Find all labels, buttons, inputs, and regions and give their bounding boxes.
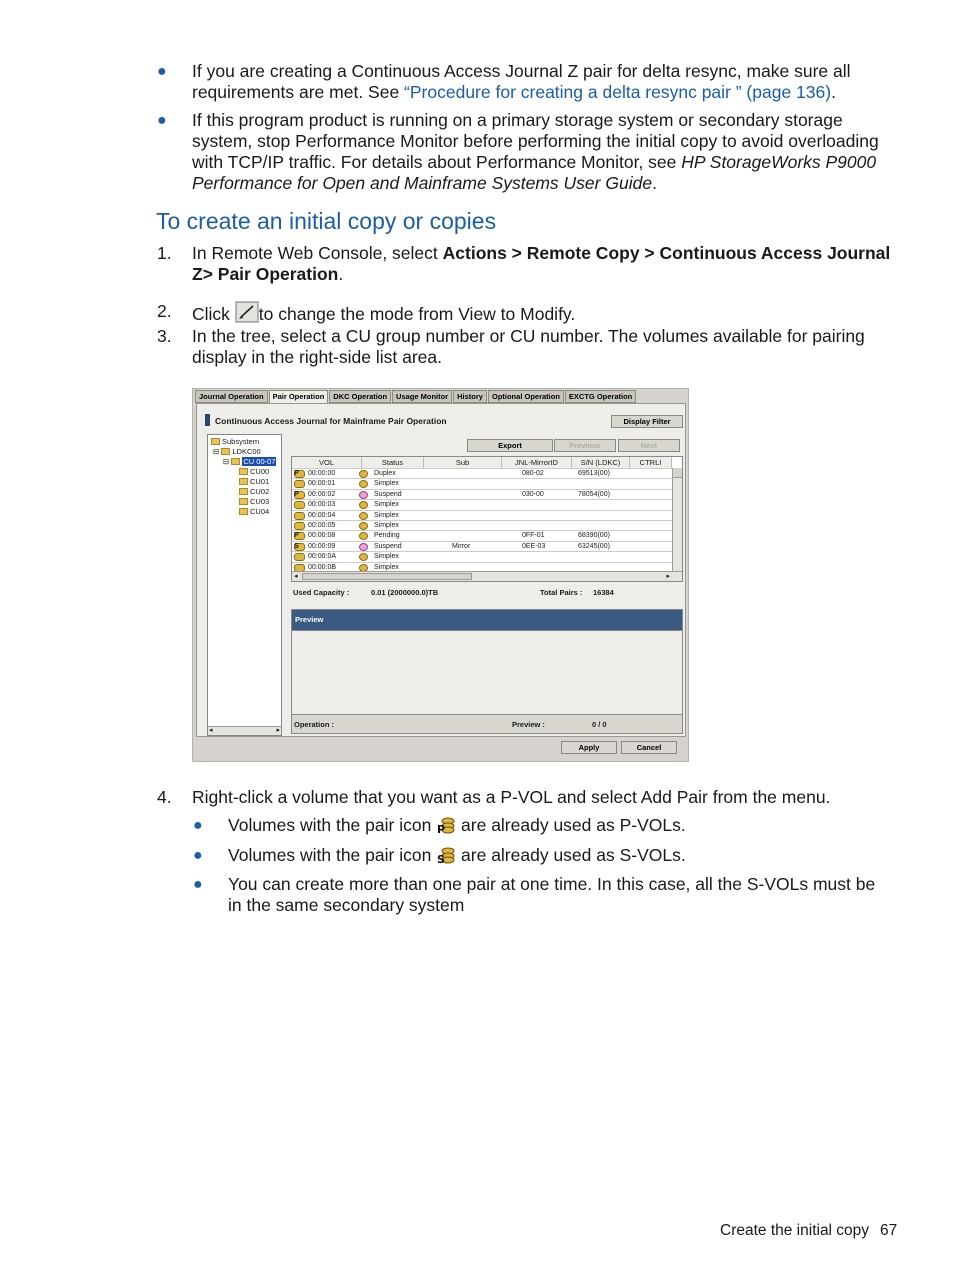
scroll-thumb[interactable]	[302, 573, 472, 580]
preview-count-label: Preview :	[512, 720, 545, 729]
tab-dkc-operation[interactable]: DKC Operation	[329, 390, 391, 403]
cell-status: Duplex	[374, 470, 396, 477]
tree-node-ldkc[interactable]: ⊟ LDKC00	[213, 447, 261, 456]
folder-icon	[239, 468, 248, 475]
tree-node-label: Subsystem	[222, 437, 260, 446]
tree-node-label: CU02	[250, 487, 270, 496]
footer-section-title: Create the initial copy	[720, 1222, 870, 1239]
step-text: to change the mode from View to Modify.	[258, 304, 576, 324]
cell-vol: 00:00:03	[308, 501, 336, 509]
pvol-pair-icon	[436, 816, 456, 839]
bullet-text: Volumes with the pair icon	[228, 815, 437, 835]
preview-pane	[291, 609, 683, 734]
step-body	[192, 301, 897, 328]
step-text: .	[338, 264, 344, 284]
tab-pair-operation[interactable]: Pair Operation	[269, 390, 329, 404]
bullet-body	[228, 815, 888, 839]
modify-mode-icon	[235, 301, 259, 328]
tree-node-label: CU 00-07	[243, 457, 276, 466]
folder-icon	[239, 508, 248, 515]
cell-status: Suspend	[374, 542, 402, 550]
delta-resync-link[interactable]: “Procedure for creating a delta resync pair ” (page 136)	[404, 82, 832, 102]
scroll-thumb[interactable]	[673, 468, 682, 478]
cell-vol: 00:00:0A	[308, 553, 337, 561]
table-row[interactable]: P 00:00:02 Suspend 030-00 78054(00)	[292, 489, 672, 499]
cell-status: Suspend	[374, 490, 402, 498]
apply-button[interactable]: Apply	[561, 741, 617, 754]
cu-tree[interactable]	[207, 434, 282, 736]
menu-path: Actions > Remote Copy > Continuous Access Journal Z> Pair Operation	[192, 243, 891, 284]
tab-history[interactable]: History	[453, 390, 487, 403]
cell-status: Simplex	[374, 522, 399, 529]
display-filter-button[interactable]: Display Filter	[611, 415, 683, 428]
guide-title: HP StorageWorks P9000 Performance for Open and Mainframe Systems User Guide	[192, 152, 877, 193]
bullet-tail: .	[652, 173, 657, 193]
cell-sn: 63245(00)	[578, 542, 610, 550]
scroll-right-icon[interactable]: ▸	[666, 573, 670, 580]
used-capacity-value: 0.01 (2000000.0)TB	[371, 588, 439, 597]
cell-vol: 00:00:08	[308, 532, 336, 540]
step-body: Right-click a volume that you want as a P-VOL and select Add Pair from the menu.	[192, 787, 831, 807]
step-number: 4.	[157, 787, 172, 807]
tree-node-label: CU03	[250, 497, 270, 506]
bullet-body	[192, 61, 897, 103]
step-number: 3.	[157, 326, 172, 346]
cell-sn: 68390(00)	[578, 532, 610, 540]
export-button[interactable]: Export	[467, 439, 553, 452]
svg-text:S: S	[437, 853, 446, 864]
tree-node-cu01[interactable]	[239, 477, 269, 486]
bullet-body: You can create more than one pair at one time. In this case, all the S-VOLs must be in the same secondary system	[228, 874, 876, 915]
bullet-text: Volumes with the pair icon	[228, 845, 437, 865]
tree-node-label: CU04	[250, 507, 270, 516]
bullet-text: are already used as P-VOLs.	[456, 815, 686, 835]
bullet-body	[192, 110, 902, 194]
volume-list[interactable]	[291, 456, 683, 582]
cancel-button[interactable]: Cancel	[621, 741, 677, 754]
tab-journal-operation[interactable]: Journal Operation	[195, 390, 268, 403]
preview-header: Preview	[292, 610, 682, 630]
tree-node-cu00[interactable]	[239, 467, 269, 476]
table-row[interactable]: P 00:00:08 Pending 0FF-01 68390(00)	[292, 530, 672, 540]
col-sn-ldkc[interactable]: S/N (LDKC)	[572, 457, 630, 468]
tree-node-cu04[interactable]	[239, 507, 269, 516]
tree-node-label: LDKC00	[232, 447, 261, 456]
step-text: In Remote Web Console, select	[192, 243, 443, 263]
tree-node-cu02[interactable]	[239, 487, 269, 496]
svg-text:P: P	[437, 823, 446, 834]
next-button[interactable]: Next	[618, 439, 680, 452]
total-pairs-value: 16384	[593, 588, 614, 597]
cell-jnl: 080-02	[522, 470, 544, 477]
folder-icon	[239, 478, 248, 485]
col-jnl-mirrorid[interactable]: JNL-MirrorID	[502, 457, 572, 468]
total-pairs-label: Total Pairs :	[540, 588, 583, 597]
horizontal-scrollbar[interactable]	[292, 571, 682, 581]
table-row[interactable]	[292, 510, 672, 520]
col-status[interactable]: Status	[362, 457, 424, 468]
bullet-dot: ●	[193, 847, 203, 864]
table-row[interactable]	[292, 551, 672, 561]
cell-sub: Mirror	[452, 542, 471, 550]
panel-title: Continuous Access Journal for Mainframe Pair Operation	[205, 414, 447, 426]
table-row[interactable]	[292, 520, 672, 530]
tree-horizontal-scrollbar[interactable]	[208, 726, 281, 735]
scroll-right-icon[interactable]: ▸	[276, 727, 280, 734]
operation-label: Operation :	[294, 720, 335, 729]
step-number: 1.	[157, 243, 172, 263]
scroll-left-icon[interactable]: ◂	[294, 573, 298, 580]
folder-icon	[231, 458, 240, 465]
table-row[interactable]	[292, 478, 672, 488]
tree-node-label: CU00	[250, 467, 270, 476]
cell-jnl: 0FF-01	[522, 532, 545, 540]
step-body: In the tree, select a CU group number or CU number. The volumes available for pairing display in the right-side list area.	[192, 326, 865, 367]
cell-status: Pending	[374, 532, 400, 540]
cell-status: Simplex	[374, 480, 399, 488]
bullet-text: If this program product is running on a primary storage system or secondary storage system, stop Performance Monitor before performing the initial copy to avoid overloading with TCP/IP traffic. For details about Performance Monitor, see	[192, 110, 879, 172]
step-number: 2.	[157, 301, 172, 321]
col-ctrli[interactable]: CTRLI	[630, 457, 672, 468]
scroll-left-icon[interactable]: ◂	[209, 727, 213, 734]
step-body	[192, 243, 897, 285]
cell-vol: 00:00:02	[308, 490, 336, 498]
table-row[interactable]: P 00:00:00 Duplex 080-02 69513(00)	[292, 468, 672, 478]
cell-status: Simplex	[374, 553, 399, 561]
col-vol[interactable]: VOL	[292, 457, 362, 468]
cell-vol: 00:00:05	[308, 522, 336, 529]
col-sub[interactable]: Sub	[424, 457, 502, 468]
cell-jnl: 030-00	[522, 490, 544, 498]
cell-vol: 00:00:0B	[308, 563, 337, 571]
step-text: Click	[192, 304, 235, 324]
table-row[interactable]: S 00:00:09 Suspend Mirror 0EE-03 63245(00)	[292, 541, 672, 551]
folder-icon	[211, 438, 220, 445]
cell-status: Simplex	[374, 511, 399, 519]
used-capacity-label: Used Capacity :	[293, 588, 350, 597]
tab-optional-operation[interactable]: Optional Operation	[488, 390, 564, 403]
bullet-text: If you are creating a Continuous Access Journal Z pair for delta resync, make sure all requirements are met. See	[192, 61, 851, 102]
bullet-dot: ●	[193, 876, 203, 893]
pair-operation-screenshot	[192, 388, 689, 762]
bullet-dot: ●	[157, 63, 167, 80]
bullet-body	[228, 845, 888, 869]
folder-icon	[239, 488, 248, 495]
svol-pair-icon	[436, 846, 456, 869]
cell-sn: 69513(00)	[578, 470, 610, 477]
tab-usage-monitor[interactable]: Usage Monitor	[392, 390, 452, 403]
bullet-dot: ●	[193, 817, 203, 834]
section-heading: To create an initial copy or copies	[156, 208, 497, 234]
bullet-dot: ●	[157, 112, 167, 129]
folder-icon	[239, 498, 248, 505]
cell-status: Simplex	[374, 563, 399, 571]
table-row[interactable]	[292, 499, 672, 509]
tab-bar	[195, 390, 637, 403]
cell-vol: 00:00:09	[308, 542, 336, 550]
preview-footer	[292, 714, 682, 733]
tree-node-subsystem[interactable]	[211, 437, 259, 446]
cell-vol: 00:00:00	[308, 470, 336, 477]
tree-node-cu-group[interactable]: ⊟ CU 00-07	[223, 457, 276, 466]
bullet-text: are already used as S-VOLs.	[456, 845, 686, 865]
previous-button[interactable]: Previous	[554, 439, 616, 452]
cell-vol: 00:00:01	[308, 480, 336, 488]
folder-icon	[221, 448, 230, 455]
tree-node-label: CU01	[250, 477, 270, 486]
cell-jnl: 0EE-03	[522, 542, 546, 550]
cell-status: Simplex	[374, 501, 399, 509]
pair-operation-panel	[196, 403, 686, 737]
cell-sn: 78054(00)	[578, 490, 610, 498]
vertical-scrollbar[interactable]	[672, 468, 682, 571]
preview-list[interactable]	[292, 630, 682, 714]
preview-count-value: 0 / 0	[592, 720, 607, 729]
cell-vol: 00:00:04	[308, 511, 336, 519]
footer-page-number: 67	[880, 1222, 898, 1239]
bullet-tail: .	[831, 82, 836, 102]
tab-exctg-operation[interactable]: EXCTG Operation	[565, 390, 636, 403]
tree-node-cu03[interactable]	[239, 497, 269, 506]
